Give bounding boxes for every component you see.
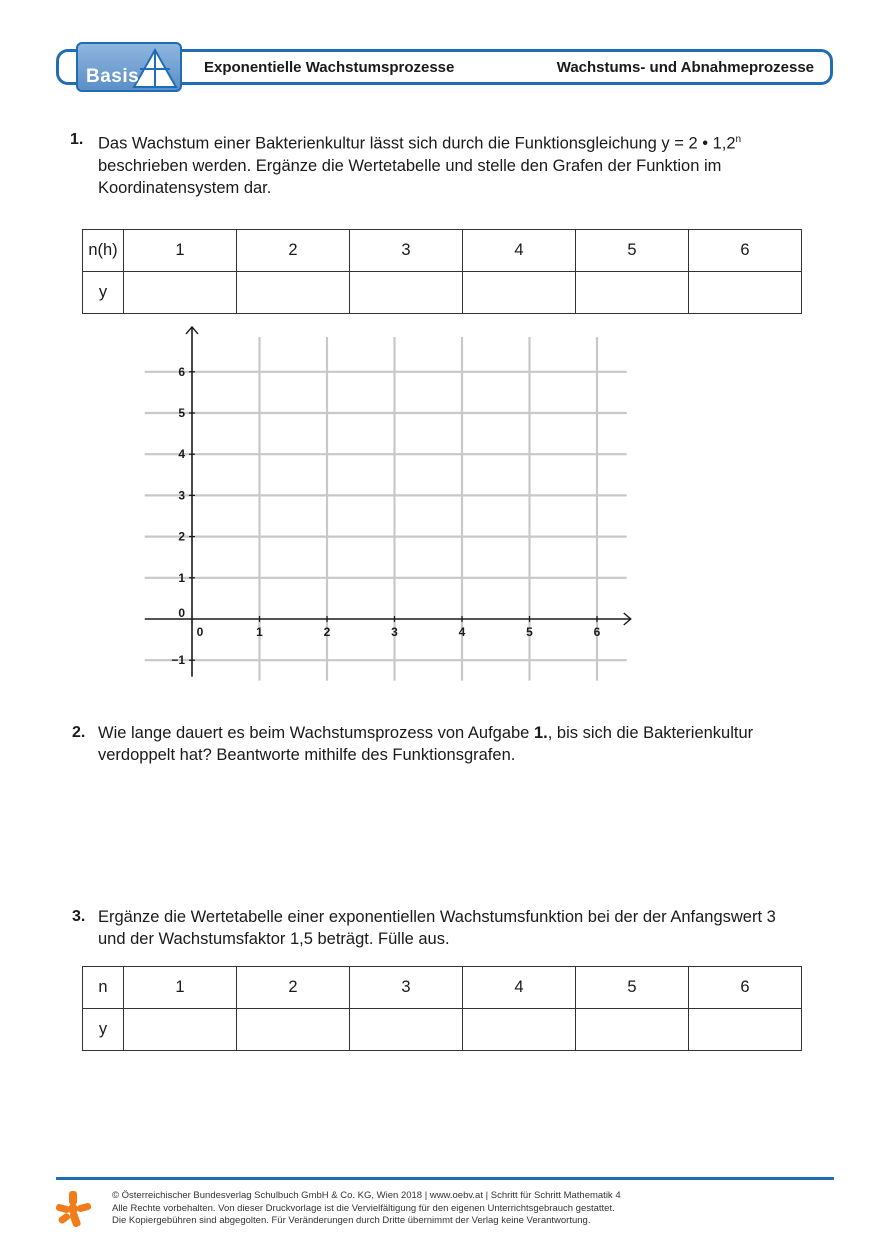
y-tick-label: 1 xyxy=(178,570,185,585)
row-header-y: y xyxy=(83,1009,124,1051)
y-tick-label: 0 xyxy=(178,606,185,620)
task2-line1-pre: Wie lange dauert es beim Wachstumsprozess von Aufgabe xyxy=(98,724,534,742)
column-header: 6 xyxy=(689,230,802,272)
y-tick-label: 5 xyxy=(178,406,185,420)
y-tick-label: 2 xyxy=(178,529,185,544)
answer-cell[interactable] xyxy=(124,1009,237,1051)
badge-label: Basis xyxy=(86,66,140,87)
x-tick-label: 6 xyxy=(593,625,601,639)
y-tick-label: −1 xyxy=(171,653,185,668)
x-tick-label: 4 xyxy=(458,625,466,639)
task2-line2: verdoppelt hat? Beantworte mithilfe des Funktionsgrafen. xyxy=(98,746,516,764)
answer-cell[interactable] xyxy=(576,1009,689,1051)
header-title-left: Exponentielle Wachstumsprozesse xyxy=(204,59,455,76)
x-tick-label: 1 xyxy=(256,625,263,639)
column-header: 5 xyxy=(576,230,689,272)
task1-exponent: n xyxy=(735,134,742,145)
x-tick-label: 5 xyxy=(526,625,533,639)
column-header: 4 xyxy=(463,967,576,1009)
answer-cell[interactable] xyxy=(463,1009,576,1051)
task2-line1-post: , bis sich die Bakterienkultur xyxy=(547,724,754,742)
row-header-n: n(h) xyxy=(83,230,124,272)
answer-cell[interactable] xyxy=(350,1009,463,1051)
column-header: 3 xyxy=(350,230,463,272)
x-tick-label: 0 xyxy=(196,625,204,639)
y-tick-label: 4 xyxy=(178,447,185,462)
column-header: 6 xyxy=(689,967,802,1009)
y-tick-label: 6 xyxy=(178,364,185,379)
y-tick-label: 3 xyxy=(178,488,185,503)
task2-number: 2. xyxy=(72,724,86,741)
task3-number: 3. xyxy=(72,908,86,925)
task1-number: 1. xyxy=(70,131,84,148)
column-header: 2 xyxy=(237,967,350,1009)
table-row xyxy=(83,967,802,1009)
row-header-n: n xyxy=(83,967,124,1009)
column-header: 5 xyxy=(576,967,689,1009)
footer-line xyxy=(56,1177,834,1180)
answer-cell[interactable] xyxy=(237,1009,350,1051)
footer-line3: Die Kopiergebühren sind abgegolten. Für Veränderungen durch Dritte übernimmt der Verlag keine Verantwortung. xyxy=(112,1215,591,1226)
answer-cell[interactable] xyxy=(689,1009,802,1051)
task1-line3: Koordinatensystem dar. xyxy=(98,178,272,197)
task3-value-table xyxy=(82,966,802,1051)
footer-line1: © Österreichischer Bundesverlag Schulbuch GmbH & Co. KG, Wien 2018 | www.oebv.at | Schritt für Schritt Mathematik 4 xyxy=(112,1190,621,1201)
column-header: 2 xyxy=(237,230,350,272)
column-header: 1 xyxy=(124,967,237,1009)
task3-line2: und der Wachstumsfaktor 1,5 beträgt. Fülle aus. xyxy=(98,930,450,948)
column-header: 3 xyxy=(350,967,463,1009)
footer-text xyxy=(112,1190,621,1228)
x-tick-label: 2 xyxy=(323,625,331,639)
task3-line1: Ergänze die Wertetabelle einer exponentiellen Wachstumsfunktion bei der der Anfangswert 3 xyxy=(98,908,776,926)
header-title-right: Wachstums- und Abnahmeprozesse xyxy=(556,59,814,76)
task2-reference: 1. xyxy=(533,724,548,742)
column-header: 1 xyxy=(124,230,237,272)
table-row xyxy=(83,1009,802,1051)
x-tick-label: 3 xyxy=(391,625,398,639)
row-header-y: y xyxy=(83,272,124,314)
task2-text xyxy=(98,722,838,766)
task1-line1: Das Wachstum einer Bakterienkultur lässt sich durch die Funktionsgleichung y = 2 • 1,2 xyxy=(98,134,736,153)
publisher-logo-icon xyxy=(54,1190,92,1228)
column-header: 4 xyxy=(463,230,576,272)
task1-line2: beschrieben werden. Ergänze die Wertetabelle und stelle den Grafen der Funktion im xyxy=(98,156,722,175)
task3-text xyxy=(98,906,858,950)
footer-line2: Alle Rechte vorbehalten. Von dieser Druckvorlage ist die Vervielfältigung für den eigenen Unterrichtsgebrauch gestattet. xyxy=(112,1202,615,1214)
